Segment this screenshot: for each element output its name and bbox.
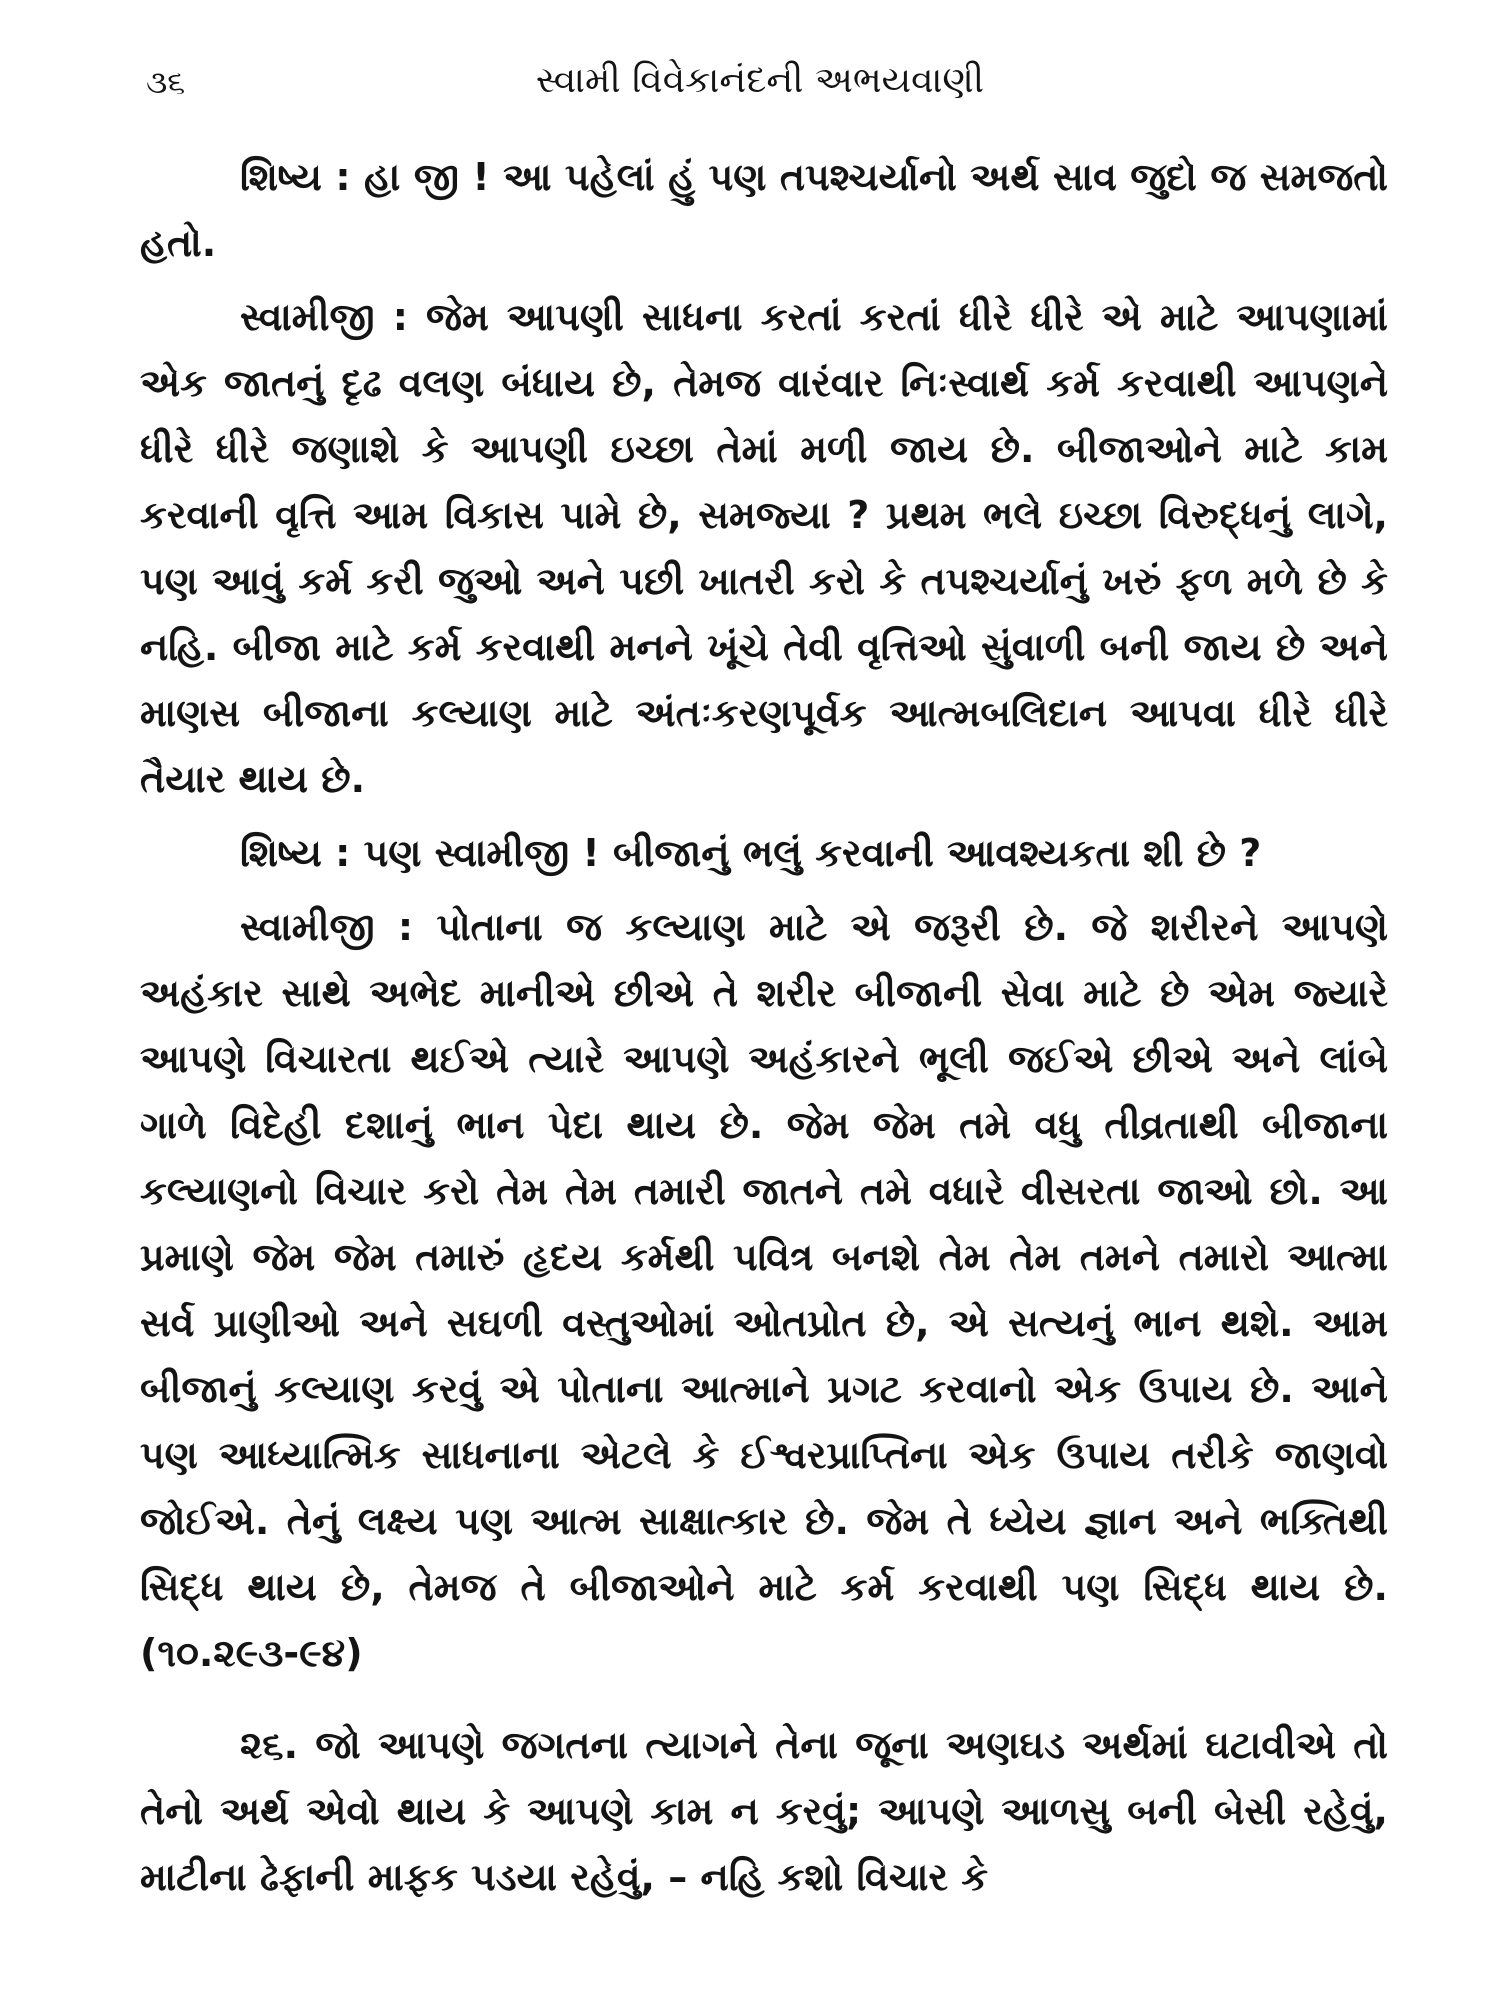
- paragraph-section-26: ૨૬. જો આપણે જગતના ત્યાગને તેના જૂના અણઘડ અર્થમાં ઘટાવીએ તો તેનો અર્થ એવો થાય કે આપણે કામ ન કરવું; આપણે આળસુ બની બેસી રહેવું, માટીના ઢેફાની માફક પડયા રહેવું, – નહિ કશો વિચાર કે: [140, 1723, 1388, 1899]
- paragraph-disciple-reply: શિષ્ય : હા જી ! આ પહેલાં હું પણ તપશ્ચર્યાનો અર્થ સાવ જુદો જ સમજતો હતો.: [140, 155, 1388, 265]
- page-header: [140, 58, 1380, 108]
- paragraph-disciple-question: શિષ્ય : પણ સ્વામીજી ! બીજાનું ભલું કરવાની આવશ્યકતા શી છે ?: [240, 831, 1262, 875]
- paragraph-swamiji-answer-1: સ્વામીજી : જેમ આપણી સાધના કરતાં કરતાં ધીરે ધીરે એ માટે આપણામાં એક જાતનું દૃઢ વલણ બંધાય છે, તેમજ વારંવાર નિઃસ્વાર્થ કર્મ કરવાથી આપણને ધીરે ધીરે જણાશે કે આપણી ઇચ્છા તેમાં મળી જાય છે. બીજાઓને માટે કામ કરવાની વૃત્તિ આમ વિકાસ પામે છે, સમજ્યા ? પ્રથમ ભલે ઇચ્છા વિરુદ્ધનું લાગે, પણ આવું કર્મ કરી જુઓ અને પછી ખાતરી કરો કે તપશ્ચર્યાનું ખરું ફળ મળે છે કે નહિ. બીજા માટે કર્મ કરવાથી મનને ખૂંચે તેવી વૃત્તિઓ સુંવાળી બની જાય છે અને માણસ બીજાના કલ્યાણ માટે અંતઃકરણપૂર્વક આત્મબલિદાન આપવા ધીરે ધીરે તૈયાર થાય છે.: [140, 295, 1388, 801]
- paragraph-swamiji-answer-2: સ્વામીજી : પોતાના જ કલ્યાણ માટે એ જરૂરી છે. જે શરીરને આપણે અહંકાર સાથે અભેદ માનીએ છીએ તે શરીર બીજાની સેવા માટે છે એમ જ્યારે આપણે વિચારતા થઈએ ત્યારે આપણે અહંકારને ભૂલી જઈએ છીએ અને લાંબે ગાળે વિદેહી દશાનું ભાન પેદા થાય છે. જેમ જેમ તમે વધુ તીવ્રતાથી બીજાના કલ્યાણનો વિચાર કરો તેમ તેમ તમારી જાતને તમે વધારે વીસરતા જાઓ છો. આ પ્રમાણે જેમ જેમ તમારું હૃદય કર્મથી પવિત્ર બનશે તેમ તેમ તમને તમારો આત્મા સર્વ પ્રાણીઓ અને સઘળી વસ્તુઓમાં ઓતપ્રોત છે, એ સત્યનું ભાન થશે. આમ બીજાનું કલ્યાણ કરવું એ પોતાના આત્માને પ્રગટ કરવાનો એક ઉપાય છે. આને પણ આધ્યાત્મિક સાધનાના એટલે કે ઈશ્વરપ્રાપ્તિના એક ઉપાય તરીકે જાણવો જોઈએ. તેનું લક્ષ્ય પણ આત્મ સાક્ષાત્કાર છે. જેમ તે ધ્યેય જ્ઞાન અને ભક્તિથી સિદ્ધ થાય છે, તેમજ તે બીજાઓને માટે કર્મ કરવાથી પણ સિદ્ધ થાય છે. (૧૦.૨૯૩-૯૪): [140, 905, 1388, 1675]
- page-number: ૩૬: [146, 63, 186, 101]
- running-title: સ્વામી વિવેકાનંદની અભયવાણી: [535, 60, 985, 101]
- body-text: [140, 144, 1388, 1910]
